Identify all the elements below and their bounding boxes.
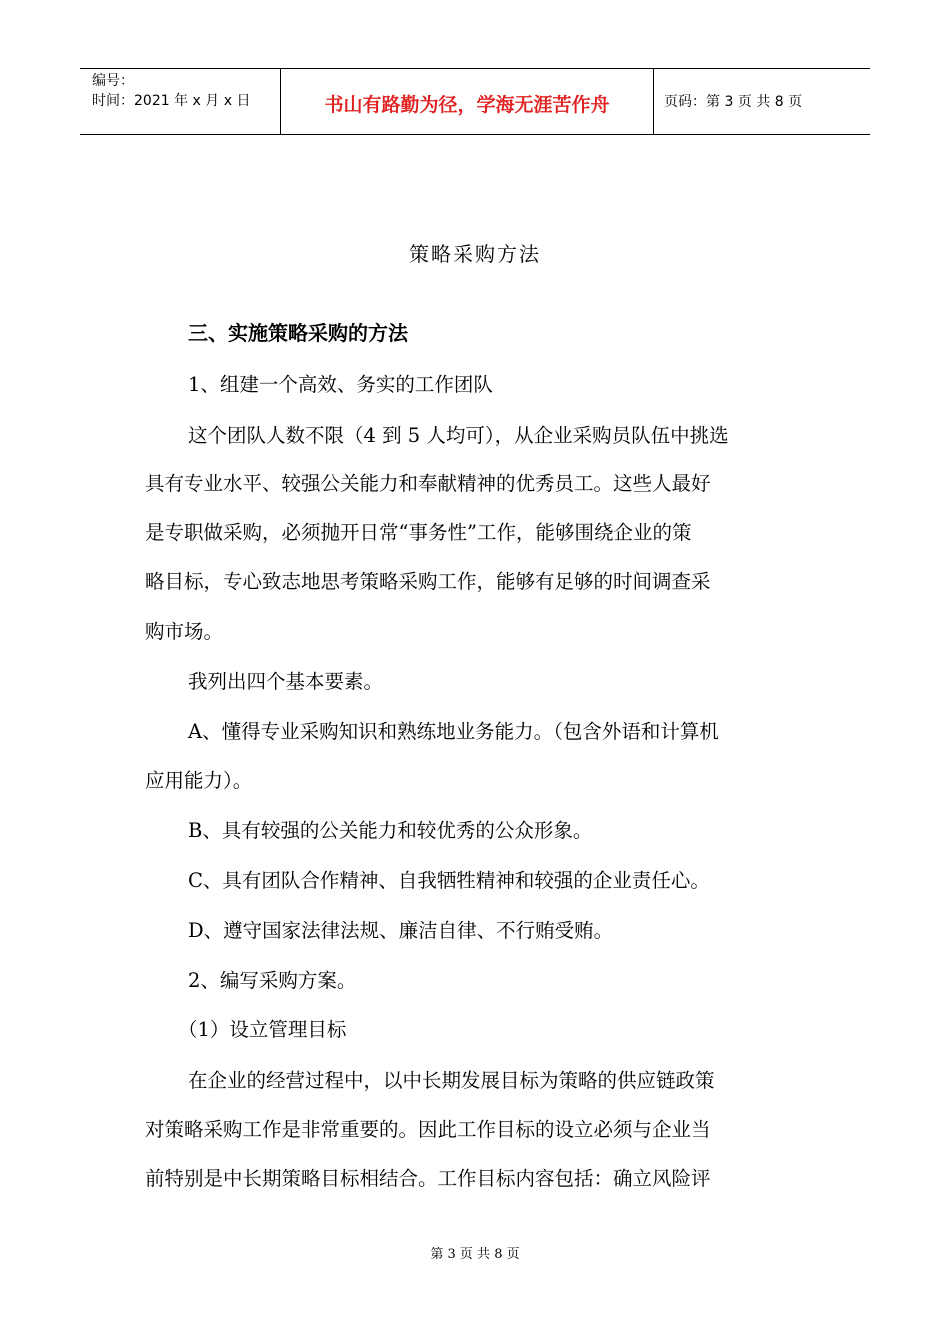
body-line: （1）设立管理目标 <box>178 1018 347 1041</box>
document-number-label: 编号： <box>92 73 134 89</box>
body-line: A、懂得专业采购知识和熟练地业务能力。（包含外语和计算机 <box>188 720 719 743</box>
header-motto-cell <box>281 69 654 134</box>
body-line: 具有专业水平、较强公关能力和奉献精神的优秀员工。这些人最好 <box>145 472 711 495</box>
body-line: 应用能力）。 <box>145 769 253 792</box>
body-line: 在企业的经营过程中，以中长期发展目标为策略的供应链政策 <box>188 1069 715 1092</box>
body-line: 购市场。 <box>145 620 224 643</box>
body-line: C、具有团队合作精神、自我牺牲精神和较强的企业责任心。 <box>188 869 710 892</box>
body-line: 前特别是中长期策略目标相结合。工作目标内容包括：确立风险评 <box>145 1167 711 1190</box>
document-time-label: 时间：2021 年 x 月 x 日 <box>92 93 251 109</box>
header-page-info: 页码：第 3 页 共 8 页 <box>664 94 803 110</box>
header-table <box>80 68 870 135</box>
body-line: 是专职做采购，必须抛开日常“事务性”工作，能够围绕企业的策 <box>145 521 692 544</box>
body-line: 这个团队人数不限（4 到 5 人均可），从企业采购员队伍中挑选 <box>188 424 729 447</box>
body-line: 我列出四个基本要素。 <box>188 670 384 693</box>
body-line: B、具有较强的公关能力和较优秀的公众形象。 <box>188 819 593 842</box>
body-line: 1、组建一个高效、务实的工作团队 <box>188 373 493 396</box>
section-heading: 三、实施策略采购的方法 <box>188 321 408 345</box>
document-title: 策略采购方法 <box>409 242 541 266</box>
body-line: 略目标，专心致志地思考策略采购工作，能够有足够的时间调查采 <box>145 570 711 593</box>
header-motto: 书山有路勤为径，学海无涯苦作舟 <box>324 94 610 116</box>
page-footer: 第 3 页 共 8 页 <box>430 1247 520 1262</box>
header-meta-cell <box>80 69 281 134</box>
header-page-cell <box>654 69 870 134</box>
body-line: D、遵守国家法律法规、廉洁自律、不行贿受贿。 <box>188 919 614 942</box>
body-line: 对策略采购工作是非常重要的。因此工作目标的设立必须与企业当 <box>145 1118 711 1141</box>
body-line: 2、编写采购方案。 <box>188 969 357 992</box>
